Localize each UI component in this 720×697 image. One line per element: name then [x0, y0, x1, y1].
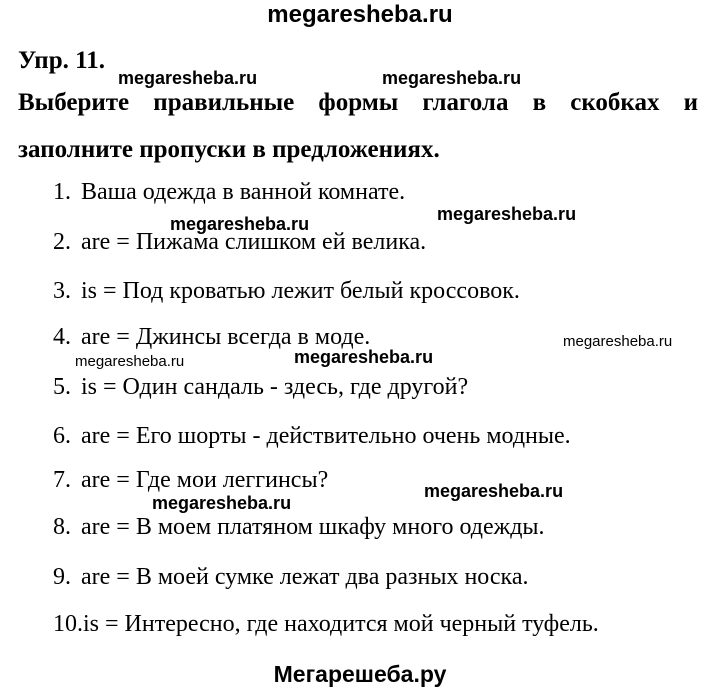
watermark-header: megaresheba.ru	[267, 1, 453, 28]
list-item	[53, 565, 529, 589]
item-text: is = Интересно, где находится мой черный туфель.	[83, 611, 599, 637]
list-item	[53, 325, 370, 349]
list-item	[53, 468, 328, 492]
watermark: megaresheba.ru	[563, 333, 673, 350]
watermark: megaresheba.ru	[294, 347, 434, 367]
item-text: are = В моем платяном шкафу много одежды.	[81, 514, 545, 540]
item-text: are = Его шорты - действительно очень модные.	[81, 423, 571, 449]
watermark: megaresheba.ru	[424, 481, 564, 501]
list-item	[53, 515, 545, 539]
watermark: megaresheba.ru	[382, 68, 522, 88]
item-number: 5.	[53, 374, 71, 400]
list-item	[53, 612, 599, 636]
item-number: 1.	[53, 179, 71, 205]
item-text: Ваша одежда в ванной комнате.	[81, 179, 406, 205]
item-text: are = Где мои леггинсы?	[81, 467, 329, 493]
item-number: 8.	[53, 514, 71, 540]
watermark: megaresheba.ru	[75, 353, 185, 370]
item-text: is = Под кроватью лежит белый кроссовок.	[81, 278, 520, 304]
exercise-number: Упр. 11.	[18, 47, 105, 74]
item-number: 3.	[53, 278, 71, 304]
item-number: 6.	[53, 423, 71, 449]
watermark: megaresheba.ru	[118, 68, 258, 88]
watermark: megaresheba.ru	[152, 493, 292, 513]
watermark: megaresheba.ru	[170, 214, 310, 234]
item-text: are = Джинсы всегда в моде.	[81, 324, 371, 350]
item-number: 7.	[53, 467, 71, 493]
list-item	[53, 375, 468, 399]
list-item	[53, 424, 571, 448]
item-text: are = Пижама слишком ей велика.	[81, 229, 427, 255]
item-text: are = В моей сумке лежат два разных носка.	[81, 564, 529, 590]
item-number: 9.	[53, 564, 71, 590]
item-text: is = Один сандаль - здесь, где другой?	[81, 374, 469, 400]
watermark: megaresheba.ru	[437, 204, 577, 224]
list-item	[53, 279, 520, 303]
item-number: 10.	[53, 611, 83, 637]
list-item	[53, 180, 405, 204]
item-number: 4.	[53, 324, 71, 350]
watermark-footer: Мегарешеба.ру	[273, 661, 447, 687]
exercise-instruction-line1: Выберите правильные формы глагола в скобках и	[18, 89, 698, 116]
item-number: 2.	[53, 229, 71, 255]
exercise-instruction-line2: заполните пропуски в предложениях.	[18, 136, 440, 163]
list-item	[53, 230, 426, 254]
